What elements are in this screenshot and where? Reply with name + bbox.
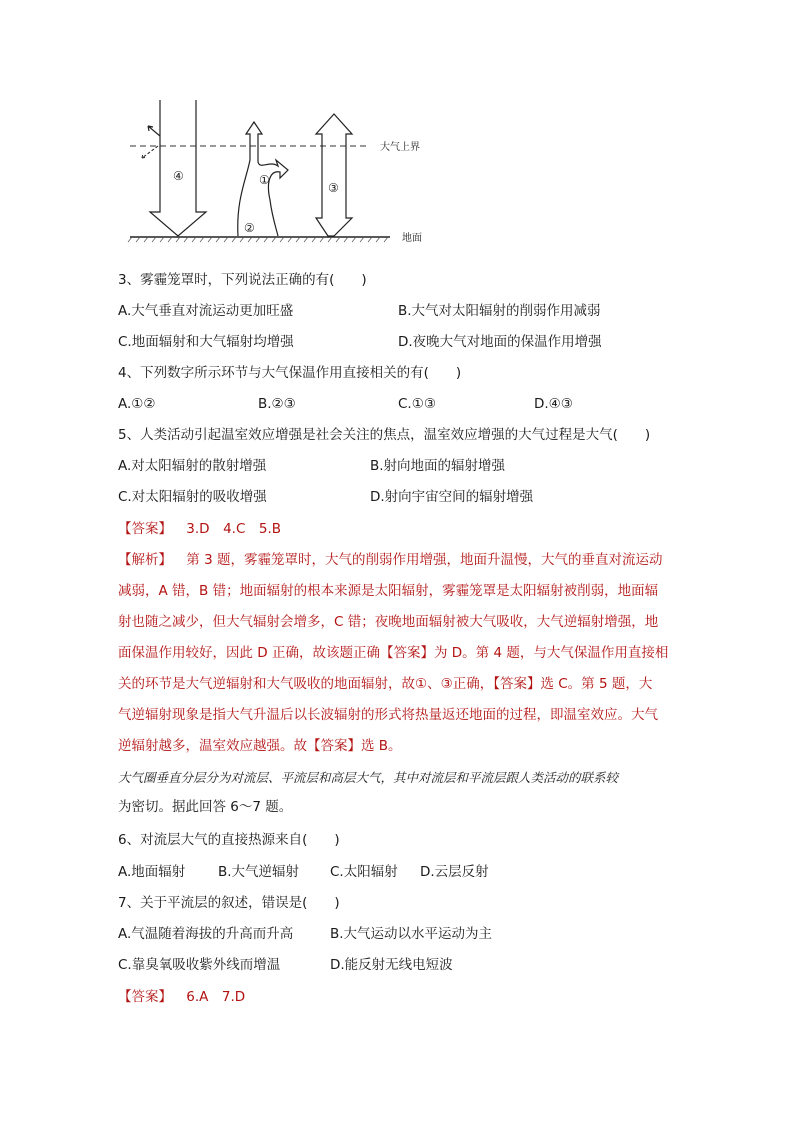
label-1: ① [259, 173, 270, 187]
q5-option-c: C.对太阳辐射的吸收增强 [118, 489, 267, 505]
intro-line-2: 为密切。据此回答 6～7 题。 [118, 799, 293, 815]
q4-stem: 4、下列数字所示环节与大气保温作用直接相关的有( ) [118, 365, 462, 381]
q7-option-a: A.气温随着海拔的升高而升高 [118, 926, 294, 942]
ground-label: 地面 [402, 233, 422, 244]
intro-line-1: 大气圈垂直分层分为对流层、平流层和高层大气，其中对流层和平流层跟人类活动的联系较 [118, 770, 619, 785]
label-4: ④ [173, 169, 184, 183]
q6-option-b: B.大气逆辐射 [218, 864, 300, 880]
analysis-line-1 [118, 550, 662, 570]
solar-radiation-arrow [150, 146, 206, 236]
analysis-line-4: 面保温作用较好，因此 D 正确，故该题正确【答案】为 D。第 4 题，与大气保温作用直接相 [118, 645, 669, 661]
q7-option-b: B.大气运动以水平运动为主 [330, 926, 493, 942]
analysis-line-5: 关的环节是大气逆辐射和大气吸收的地面辐射，故①、③正确，【答案】选 C。第 5 题，大 [118, 676, 653, 692]
q6-option-d: D.云层反射 [420, 864, 489, 880]
answer-tag: 【答案】 [118, 521, 172, 537]
analysis-line-6: 气逆辐射现象是指大气升温后以长波辐射的形式将热量返还地面的过程，即温室效应。大气 [118, 707, 658, 723]
upper-atmosphere-label: 大气上界 [380, 142, 420, 153]
q5-option-a: A.对太阳辐射的散射增强 [118, 458, 267, 474]
q3-option-d: D.夜晚大气对地面的保温作用增强 [398, 334, 602, 350]
q3-stem: 3、雾霾笼罩时，下列说法正确的有( ) [118, 272, 367, 288]
answer-block-1 [118, 519, 281, 539]
analysis-tag: 【解析】 [118, 552, 172, 568]
answer-text-2: 6.A 7.D [186, 989, 246, 1005]
q6-option-a: A.地面辐射 [118, 864, 186, 880]
analysis-text-1: 第 3 题，雾霾笼罩时，大气的削弱作用增强，地面升温慢，大气的垂直对流运动 [186, 552, 663, 568]
q6-option-c: C.太阳辐射 [330, 864, 398, 880]
q7-option-d: D.能反射无线电短波 [330, 957, 453, 973]
q4-option-a: A.①② [118, 396, 156, 412]
answer-tag-2: 【答案】 [118, 989, 172, 1005]
solar-arrow-top [160, 100, 196, 146]
q4-option-c: C.①③ [398, 396, 436, 412]
label-3: ③ [328, 181, 339, 195]
analysis-line-3: 射也随之减少，但大气辐射会增多，C 错；夜晚地面辐射被大气吸收，大气逆辐射增强，地 [118, 614, 659, 630]
q7-stem: 7、关于平流层的叙述，错误是( ) [118, 895, 340, 911]
q5-option-d: D.射向宇宙空间的辐射增强 [370, 489, 534, 505]
q5-option-b: B.射向地面的辐射增强 [370, 458, 506, 474]
q3-option-a: A.大气垂直对流运动更加旺盛 [118, 303, 294, 319]
reflection-arrow [148, 126, 160, 136]
answer-text: 3.D 4.C 5.B [186, 521, 282, 537]
diagram-svg [120, 100, 440, 250]
label-2: ② [244, 221, 255, 235]
q5-stem: 5、人类活动引起温室效应增强是社会关注的焦点，温室效应增强的大气过程是大气( ) [118, 427, 651, 443]
q7-option-c: C.靠臭氧吸收紫外线而增温 [118, 957, 281, 973]
q4-option-d: D.④③ [534, 396, 573, 412]
q3-option-c: C.地面辐射和大气辐射均增强 [118, 334, 294, 350]
q6-stem: 6、对流层大气的直接热源来自( ) [118, 832, 340, 848]
atmosphere-heat-diagram [120, 100, 440, 250]
scatter-arrow [142, 146, 158, 158]
analysis-line-7: 逆辐射越多，温室效应越强。故【答案】选 B。 [118, 738, 402, 754]
q3-option-b: B.大气对太阳辐射的削弱作用减弱 [398, 303, 601, 319]
counter-radiation-arrow [316, 114, 352, 236]
q4-option-b: B.②③ [258, 396, 296, 412]
answer-block-2 [118, 987, 245, 1007]
analysis-line-2: 减弱，A 错，B 错；地面辐射的根本来源是太阳辐射，雾霾笼罩是太阳辐射被削弱，地面辐 [118, 583, 659, 599]
